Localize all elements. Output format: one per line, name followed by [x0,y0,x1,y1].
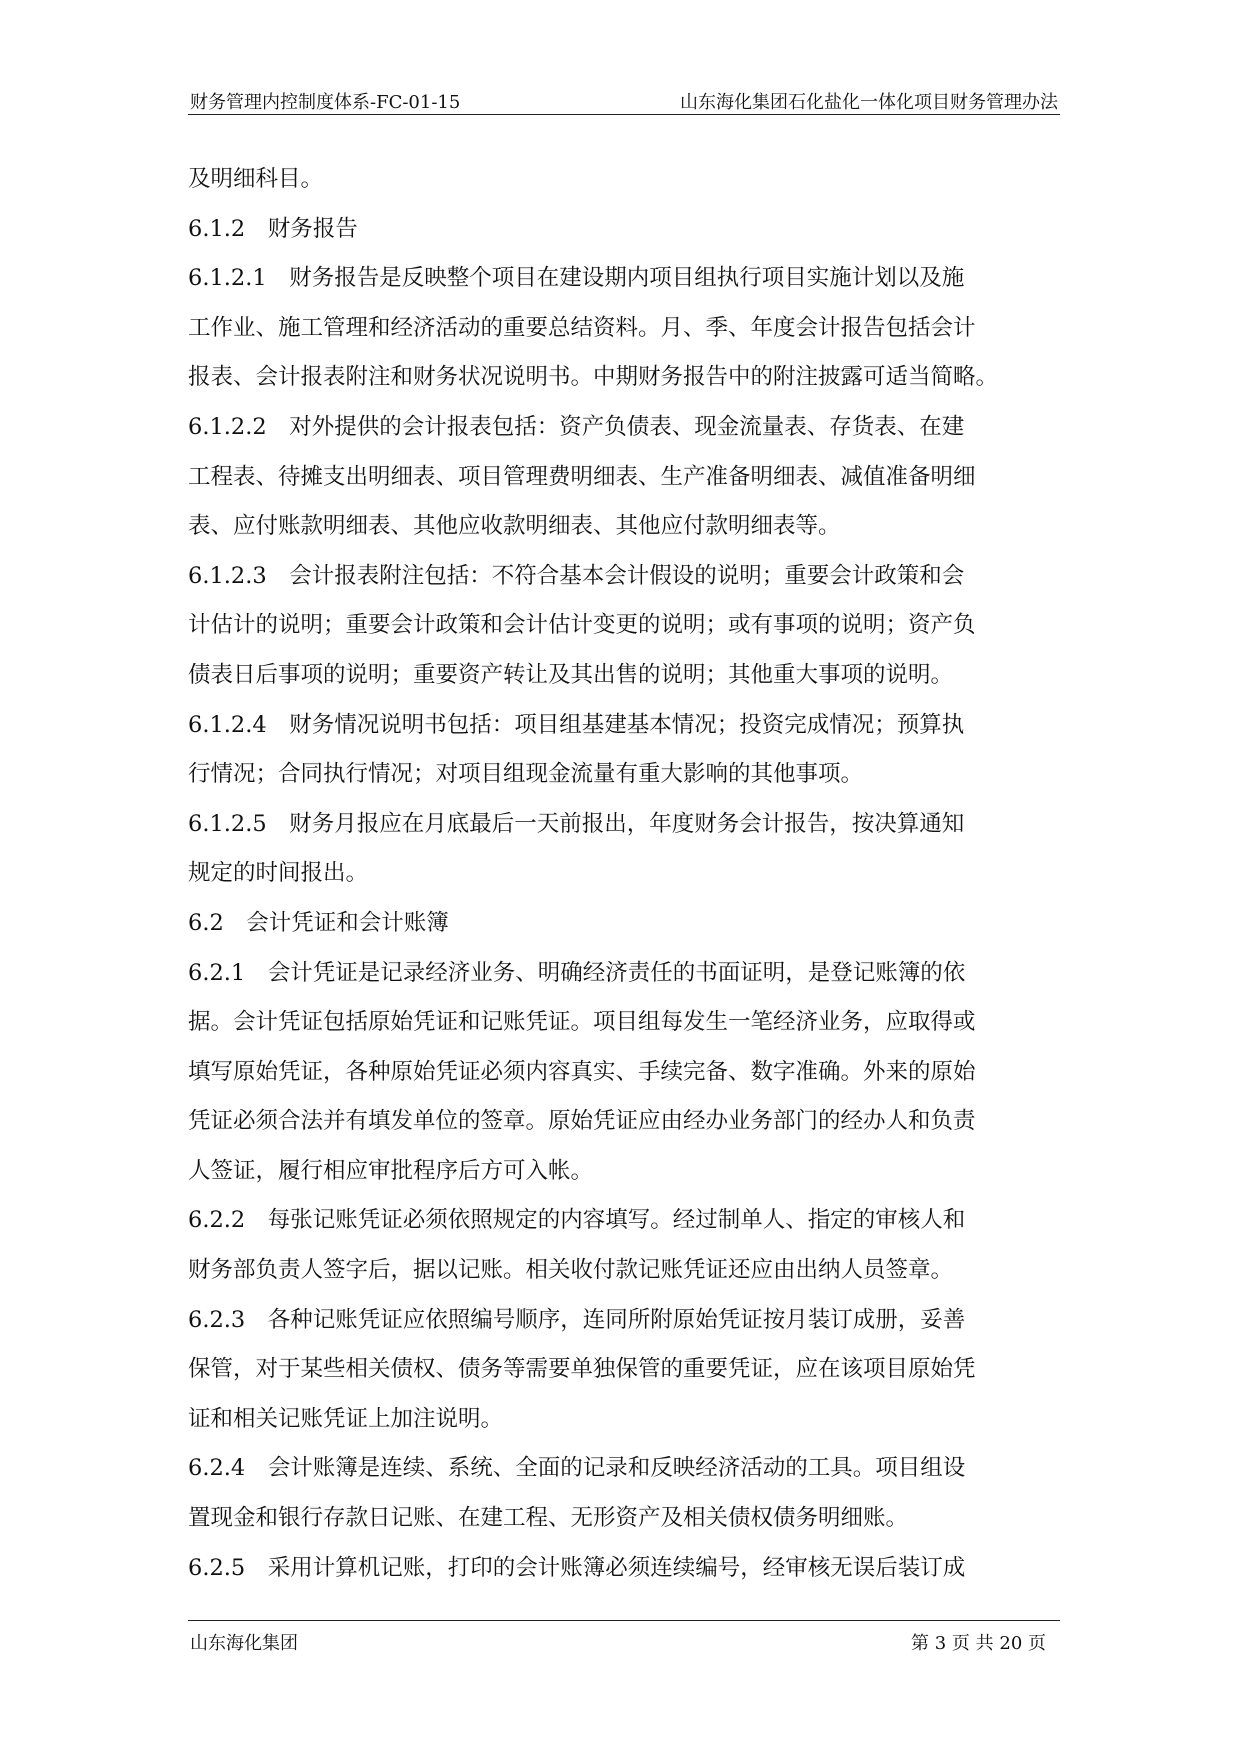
text-line: 6.2.5 采用计算机记账，打印的会计账簿必须连续编号，经审核无误后装订成 [188,1554,966,1581]
text-line: 6.2.4 会计账簿是连续、系统、全面的记录和反映经济活动的工具。项目组设 [188,1455,966,1482]
footer-company-name: 山东海化集团 [190,1633,298,1654]
text-line: 证和相关记账凭证上加注说明。 [188,1405,504,1432]
text-line: 6.1.2.2 对外提供的会计报表包括：资产负债表、现金流量表、存货表、在建 [188,413,965,440]
text-line: 财务部负责人签字后，据以记账。相关收付款记账凭证还应由出纳人员签章。 [188,1257,954,1284]
text-line: 6.2.1 会计凭证是记录经济业务、明确经济责任的书面证明，是登记账簿的依 [188,959,966,986]
text-line: 据。会计凭证包括原始凭证和记账凭证。项目组每发生一笔经济业务，应取得或 [188,1009,976,1036]
text-line: 6.1.2.3 会计报表附注包括：不符合基本会计假设的说明；重要会计政策和会 [188,562,965,589]
text-line: 填写原始凭证，各种原始凭证必须内容真实、手续完备、数字准确。外来的原始 [188,1058,976,1085]
section-heading-6-2: 6.2 会计凭证和会计账簿 [188,909,449,936]
section-heading-6-1-2: 6.1.2 财务报告 [188,215,358,242]
header-document-code: 财务管理内控制度体系-FC-01-15 [190,92,461,113]
document-body [188,155,1060,1593]
text-line: 6.1.2.5 财务月报应在月底最后一天前报出，年度财务会计报告，按决算通知 [188,810,965,837]
text-line: 行情况；合同执行情况；对项目组现金流量有重大影响的其他事项。 [188,761,864,788]
text-line: 6.2.2 每张记账凭证必须依照规定的内容填写。经过制单人、指定的审核人和 [188,1207,966,1234]
text-line: 置现金和银行存款日记账、在建工程、无形资产及相关债权债务明细账。 [188,1505,909,1532]
text-line: 6.2.3 各种记账凭证应依照编号顺序，连同所附原始凭证按月装订成册，妥善 [188,1306,966,1333]
text-line: 保管，对于某些相关债权、债务等需要单独保管的重要凭证，应在该项目原始凭 [188,1356,976,1383]
text-line: 工程表、待摊支出明细表、项目管理费明细表、生产准备明细表、减值准备明细 [188,463,976,490]
text-line: 计估计的说明；重要会计政策和会计估计变更的说明；或有事项的说明；资产负 [188,612,976,639]
text-line: 债表日后事项的说明；重要资产转让及其出售的说明；其他重大事项的说明。 [188,661,954,688]
text-line: 6.1.2.4 财务情况说明书包括：项目组基建基本情况；投资完成情况；预算执 [188,711,965,738]
text-line: 规定的时间报出。 [188,860,369,887]
text-line: 报表、会计报表附注和财务状况说明书。中期财务报告中的附注披露可适当简略。 [188,364,999,391]
text-line: 表、应付账款明细表、其他应收款明细表、其他应付款明细表等。 [188,513,841,540]
text-line: 及明细科目。 [188,166,324,192]
header-document-title: 山东海化集团石化盐化一体化项目财务管理办法 [680,92,1058,113]
page-header [188,86,1060,115]
footer-page-number: 第 3 页 共 20 页 [911,1633,1046,1654]
text-line: 6.1.2.1 财务报告是反映整个项目在建设期内项目组执行项目实施计划以及施 [188,265,965,292]
text-line: 人签证，履行相应审批程序后方可入帐。 [188,1157,594,1184]
text-line: 凭证必须合法并有填发单位的签章。原始凭证应由经办业务部门的经办人和负责 [188,1108,976,1135]
page-footer [188,1620,1060,1654]
text-line: 工作业、施工管理和经济活动的重要总结资料。月、季、年度会计报告包括会计 [188,314,976,341]
